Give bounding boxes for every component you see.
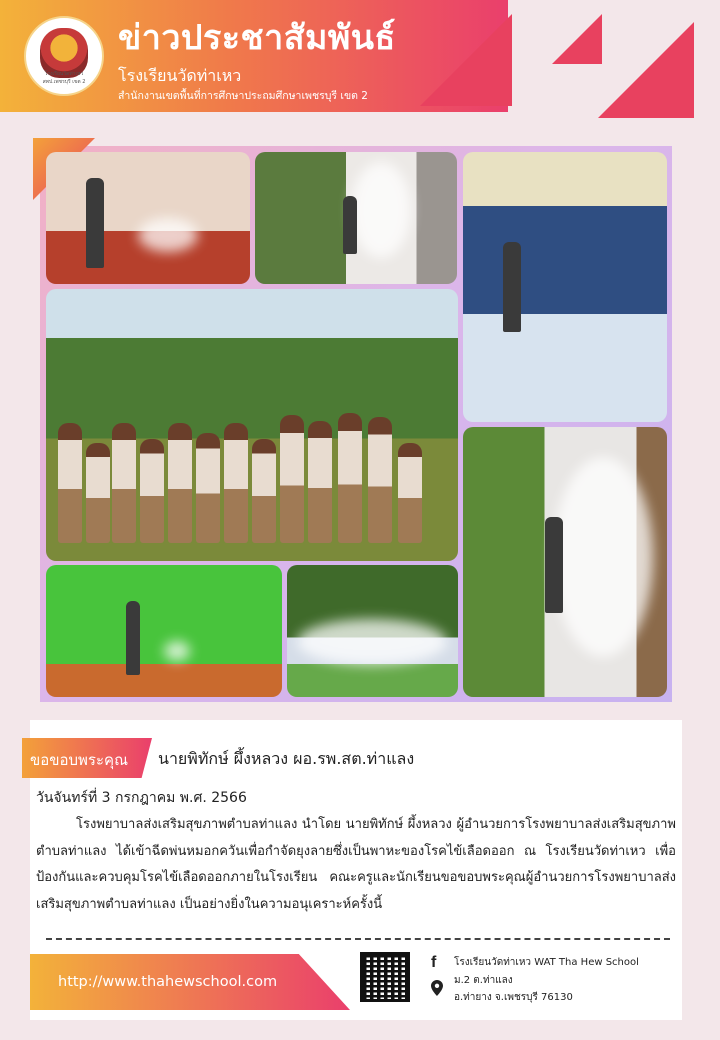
location-pin-icon	[431, 980, 443, 996]
facebook-page-name[interactable]: โรงเรียนวัดท่าเหว WAT Tha Hew School	[454, 957, 639, 968]
school-logo	[24, 16, 104, 96]
facebook-icon: f	[431, 954, 437, 971]
photo-fog-over-field	[287, 565, 458, 697]
divider	[46, 938, 670, 940]
news-body: โรงพยาบาลส่งเสริมสุขภาพตำบลท่าแลง นำโดย นายพิทักษ์ ผึ้งหลวง ผู้อำนวยการโรงพยาบาลส่งเสริมสุขภาพตำบลท่าแลง ได้เข้าฉีดพ่นหมอกควันเพื่อกำจัดยุงลายซึ่งเป็นพาหะของโรคไข้เลือดออก ณ โรงเรียนวัดท่าเหว เพื่อป้องกันและควบคุมโรคไข้เลือดออกภายในโรงเรียน คณะครูและนักเรียนขอขอบพระคุณผู้อำนวยการโรงพยาบาลส่งเสริมสุขภาพตำบลท่าแลง เป็นอย่างยิ่งในความอนุเคราะห์ครั้งนี้	[36, 817, 676, 912]
photo-fogging-green-building	[46, 565, 282, 697]
school-name: โรงเรียนวัดท่าเหว	[118, 66, 242, 85]
decorative-triangle	[598, 22, 694, 118]
news-date: วันจันทร์ที่ 3 กรกฎาคม พ.ศ. 2566	[36, 790, 247, 806]
photo-fogging-outdoor-path	[463, 427, 667, 697]
address-line-2: อ.ท่ายาง จ.เพชรบุรี 76130	[454, 992, 573, 1003]
office-name: สำนักงานเขตพื้นที่การศึกษาประถมศึกษาเพชรบุรี เขต 2	[118, 90, 368, 102]
thanks-tag-label: ขอขอบพระคุณ	[30, 751, 128, 769]
logo-caption: โรงเรียนวัดท่าเหว สพป.เพชรบุรี เขต 2	[42, 71, 86, 85]
photo-group-with-students	[46, 289, 458, 561]
thanks-recipient: นายพิทักษ์ ผึ้งหลวง ผอ.รพ.สต.ท่าแลง	[158, 749, 415, 768]
qr-code[interactable]	[360, 952, 410, 1002]
page-title: ข่าวประชาสัมพันธ์	[118, 18, 396, 58]
address-line-1: ม.2 ต.ท่าแลง	[454, 975, 513, 986]
website-link[interactable]: http://www.thahewschool.com	[58, 974, 278, 990]
decorative-triangle	[552, 14, 602, 64]
photo-fogging-building-side	[255, 152, 457, 284]
photo-fogging-classroom-door	[46, 152, 250, 284]
photo-fogging-corridor	[463, 152, 667, 422]
